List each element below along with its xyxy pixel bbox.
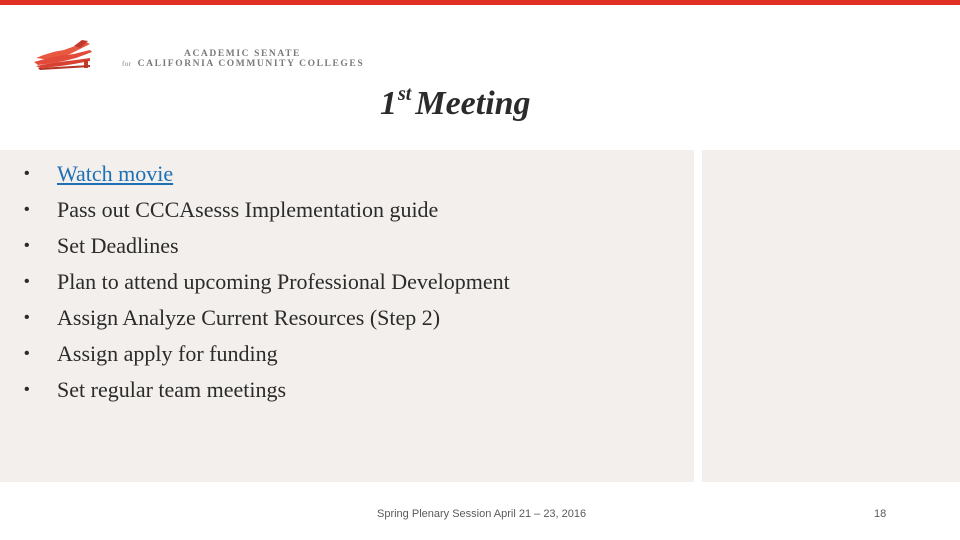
footer-session-text: Spring Plenary Session April 21 – 23, 2016 xyxy=(377,508,587,520)
bullet-item-team-meetings xyxy=(24,372,510,408)
bullet-dot: • xyxy=(24,165,30,182)
bullet-item-pass-out-guide xyxy=(24,192,510,228)
top-accent-bar xyxy=(0,0,960,5)
bullet-dot: • xyxy=(24,381,30,398)
logo-building-icon xyxy=(30,38,96,74)
bullet-dot: • xyxy=(24,309,30,326)
bullet-dot: • xyxy=(24,273,30,290)
title-number: 1 xyxy=(380,85,397,122)
page-number: 18 xyxy=(874,508,887,520)
bullet-dot: • xyxy=(24,345,30,362)
academic-senate-logo xyxy=(30,38,390,74)
bullet-dot: • xyxy=(24,201,30,218)
bullet-text: Plan to attend upcoming Professional Development xyxy=(57,269,510,294)
bullet-item-professional-development xyxy=(24,264,510,300)
bullet-dot: • xyxy=(24,237,30,254)
slide-title xyxy=(380,84,531,121)
bullet-item-watch-movie xyxy=(24,156,510,192)
bullet-text: Set regular team meetings xyxy=(57,377,287,402)
bullet-item-analyze-resources xyxy=(24,300,510,336)
logo-text-line1: ACADEMIC SENATE xyxy=(184,49,301,59)
logo-text-for: for xyxy=(122,60,132,68)
watch-movie-link[interactable]: Watch movie xyxy=(57,161,174,186)
bullet-text: Assign apply for funding xyxy=(57,341,278,366)
logo-text-colleges: CALIFORNIA COMMUNITY COLLEGES xyxy=(137,59,365,69)
bullet-text: Pass out CCCAsesss Implementation guide xyxy=(57,197,439,222)
bullet-list xyxy=(24,156,510,408)
side-panel xyxy=(702,150,960,482)
bullet-text: Set Deadlines xyxy=(57,233,179,258)
title-ordinal: st xyxy=(398,83,412,105)
title-text: Meeting xyxy=(415,85,531,122)
bullet-text: Assign Analyze Current Resources (Step 2) xyxy=(57,305,441,330)
logo-text-line2 xyxy=(122,59,364,69)
bullet-item-apply-funding xyxy=(24,336,510,372)
bullet-item-set-deadlines xyxy=(24,228,510,264)
